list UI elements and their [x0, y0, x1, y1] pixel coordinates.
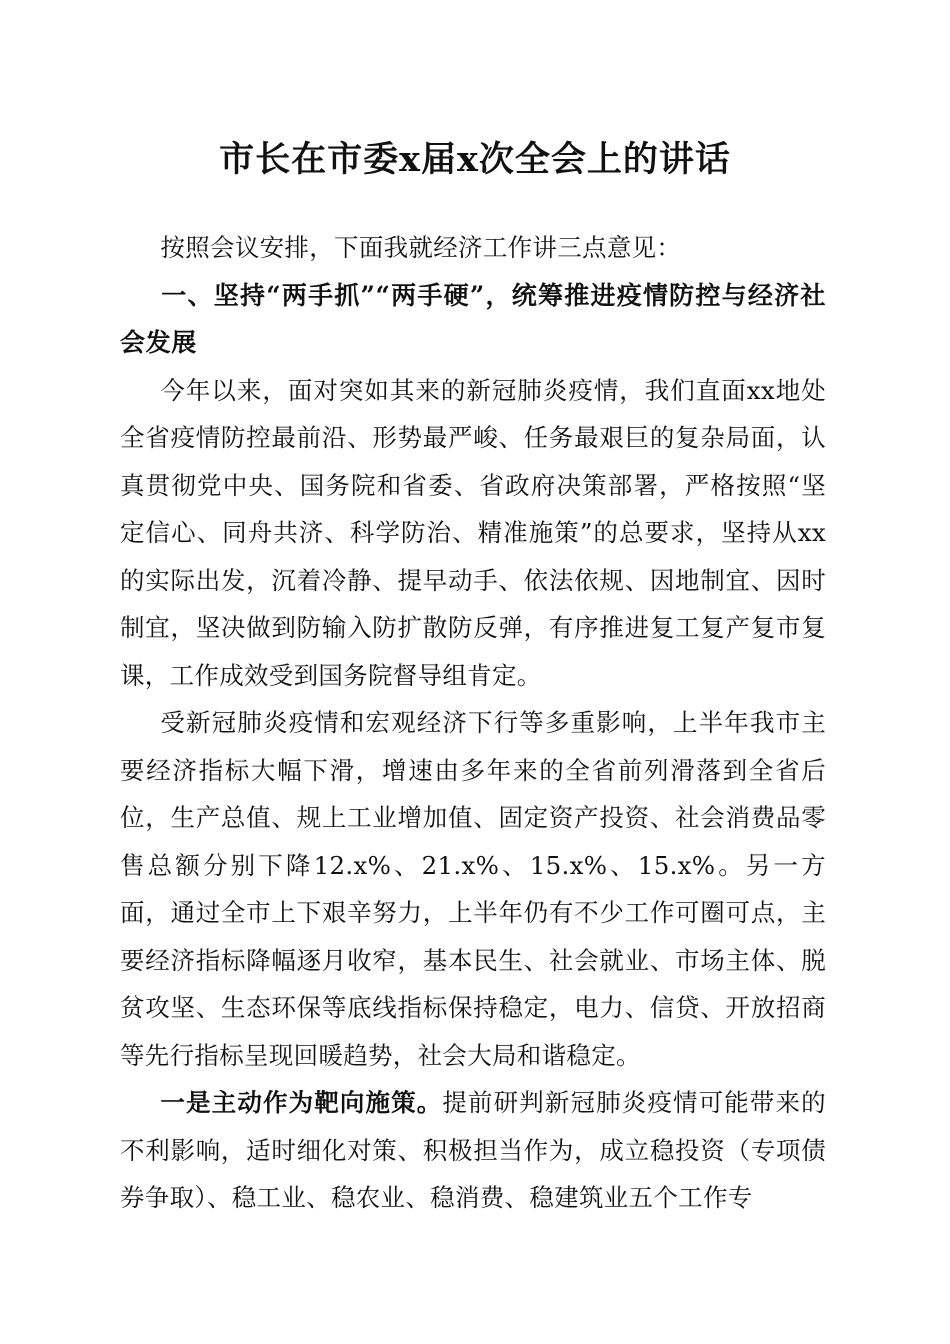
section-heading: 一、坚持“两手抓”“两手硬”，统筹推进疫情防控与经济社会发展 [120, 280, 826, 357]
body-paragraph: 受新冠肺炎疫情和宏观经济下行等多重影响，上半年我市主要经济指标大幅下滑，增速由多年来的全省前列滑落到全省后位，生产总值、规上工业增加值、固定资产投资、社会消费品零售总额分别下降12.x%、21.x%、15.x%、15.x%。另一方面，通过全市上下艰辛努力，上半年仍有不少工作可圈可点，主要经济指标降幅逐月收窄，基本民生、社会就业、市场主体、脱贫攻坚、生态环保等底线指标保持稳定，电力、信贷、开放招商等先行指标呈现回暖趋势，社会大局和谐稳定。 [120, 708, 826, 1070]
document-body [120, 224, 826, 1222]
intro-paragraph: 按照会议安排，下面我就经济工作讲三点意见： [160, 233, 682, 262]
paragraph-text: 提前研判新冠肺炎疫情可能带来的不利影响，适时细化对策、积极担当作为，成立稳投资（专项债券争取）、稳工业、稳农业、稳消费、稳建筑业五个工作专 [120, 1088, 826, 1212]
body-paragraph: 今年以来，面对突如其来的新冠肺炎疫情，我们直面xx地处全省疫情防控最前沿、形势最严峻、任务最艰巨的复杂局面，认真贯彻党中央、国务院和省委、省政府决策部署，严格按照“坚定信心、同舟共济、科学防治、精准施策”的总要求，坚持从xx的实际出发，沉着冷静、提早动手、依法依规、因地制宜、因时制宜，坚决做到防输入防扩散防反弹，有序推进复工复产复市复课，工作成效受到国务院督导组肯定。 [120, 375, 827, 690]
paragraph-lead: 一是主动作为靶向施策。 [160, 1088, 443, 1117]
document-title: 市长在市委x届x次全会上的讲话 [219, 139, 731, 180]
body-paragraph [120, 1079, 826, 1222]
